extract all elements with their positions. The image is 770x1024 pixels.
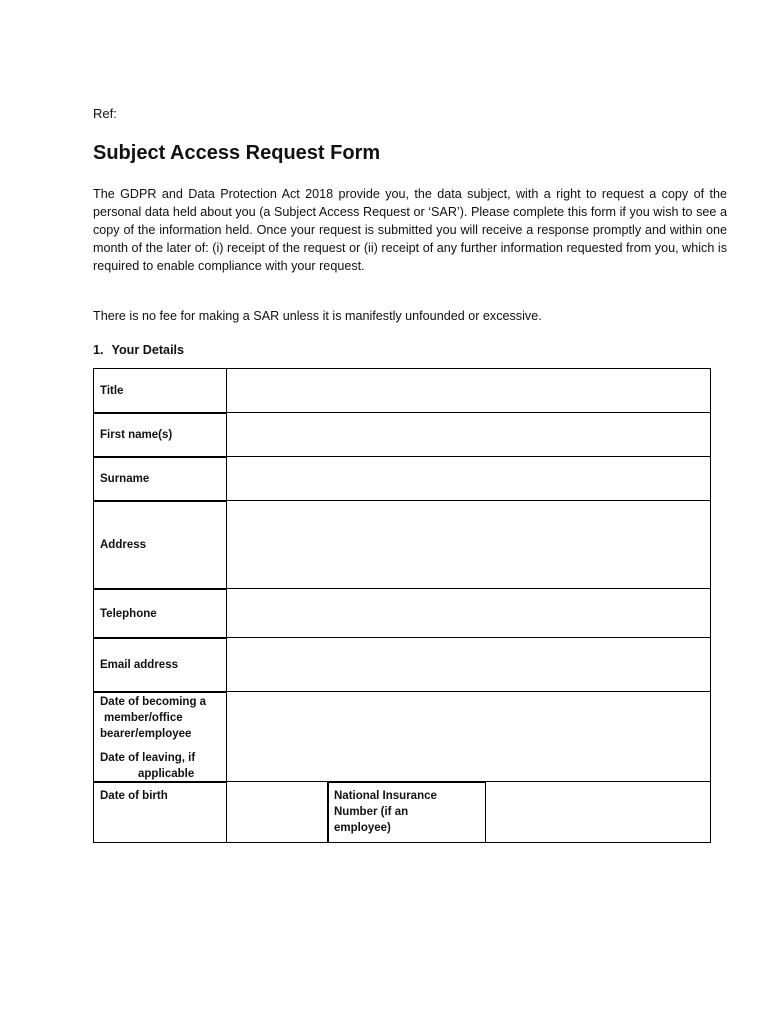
date-leaving-line-2: applicable	[138, 768, 195, 780]
page-title: Subject Access Request Form	[93, 142, 381, 164]
intro-paragraph: The GDPR and Data Protection Act 2018 provide you, the data subject, with a right to request a copy of the personal data held about you (a Subject Access Request or ‘SAR’). Please complete this form if you wish to see a copy of the information held. Once your request is submitted you will receive a response promptly and within one month of the later of: (i) receipt of the request or (ii) receipt of any further information requested from you, which is required to enable compliance with your request.	[93, 187, 727, 273]
date-of-birth-input[interactable]	[226, 781, 329, 843]
first-names-label: First name(s)	[93, 412, 228, 458]
surname-input[interactable]	[226, 456, 711, 502]
section-title: Your Details	[111, 343, 185, 357]
membership-dates-label	[93, 691, 228, 783]
date-of-birth-label: Date of birth	[93, 781, 228, 843]
section-heading	[93, 343, 184, 357]
membership-dates-input[interactable]	[226, 691, 711, 783]
ni-number-label	[327, 781, 487, 843]
first-names-input[interactable]	[226, 412, 711, 458]
date-becoming-line-1: Date of becoming a	[100, 696, 207, 708]
address-input[interactable]	[226, 500, 711, 590]
title-input[interactable]	[226, 368, 711, 414]
ni-number-input[interactable]	[485, 781, 711, 843]
telephone-label: Telephone	[93, 588, 228, 639]
ni-line-3: employee)	[334, 822, 391, 834]
ni-line-2: Number (if an	[334, 806, 409, 818]
email-input[interactable]	[226, 637, 711, 693]
date-becoming-line-3: bearer/employee	[100, 728, 192, 740]
date-leaving-line-1: Date of leaving, if	[100, 752, 196, 764]
title-label: Title	[93, 368, 228, 414]
surname-label: Surname	[93, 456, 228, 502]
email-label: Email address	[93, 637, 228, 693]
ni-line-1: National Insurance	[334, 790, 437, 802]
date-becoming-line-2: member/office	[104, 712, 183, 724]
telephone-input[interactable]	[226, 588, 711, 639]
fee-note: There is no fee for making a SAR unless it is manifestly unfounded or excessive.	[93, 309, 542, 323]
address-label: Address	[93, 500, 228, 590]
section-number: 1.	[93, 343, 104, 357]
your-details-form	[93, 368, 711, 843]
ref-label: Ref:	[93, 106, 117, 121]
